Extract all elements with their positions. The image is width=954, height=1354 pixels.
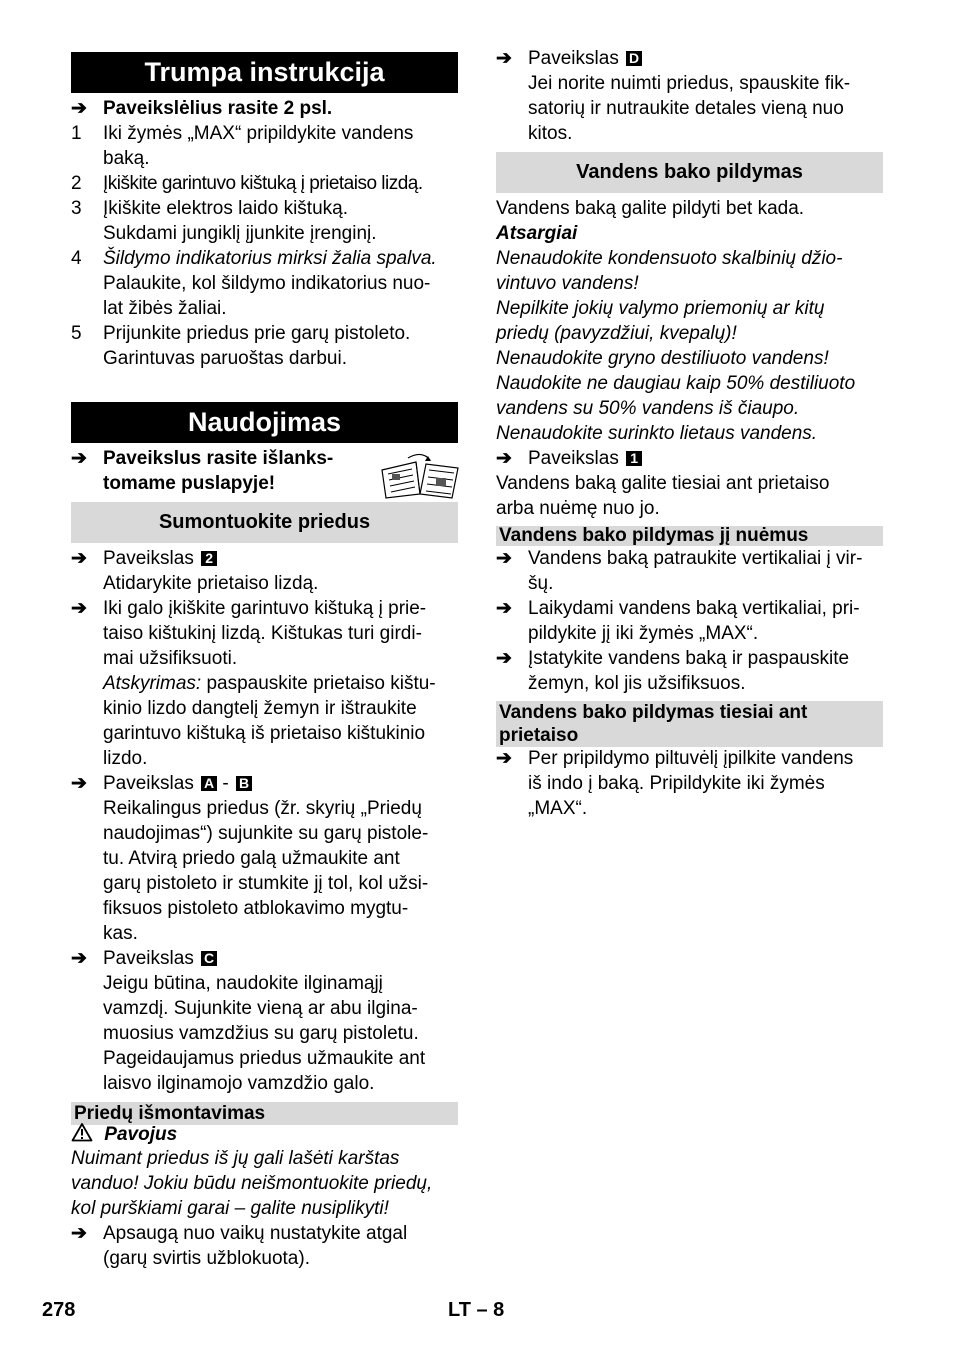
subsection-title-tiesiai [496, 701, 883, 747]
caution-label: Atsargiai [496, 223, 578, 244]
instruction-text: fiksuos pistoleto atblokavimo mygtu- [103, 898, 409, 919]
figure-badge: 2 [201, 551, 217, 566]
subsection-title-sumontuokite: Sumontuokite priedus [71, 502, 458, 543]
subsection-title-line: Vandens bako pildymas tiesiai ant [499, 702, 808, 723]
caution-text: Nepilkite jokių valymo priemonių ar kitų [496, 298, 825, 319]
figure-ref-label: Paveikslas [103, 948, 194, 969]
warning-triangle-icon [71, 1122, 93, 1142]
instruction-text: Pageidaujamus priedus užmaukite ant [103, 1048, 426, 1069]
instruction-text: Jei norite nuimti priedus, spauskite fik- [528, 73, 851, 94]
subsection-title-nuemus: Vandens bako pildymas jį nuėmus [496, 526, 883, 546]
step-text: Garintuvas paruoštas darbui. [103, 348, 347, 369]
instruction-text: Per pripildymo piltuvėlį įpilkite vandens [528, 748, 854, 769]
pavojus-label: Pavojus [104, 1124, 178, 1145]
naudojimas-ref: Paveikslus rasite išlanks- [103, 448, 334, 469]
instruction-text: Jeigu būtina, naudokite ilginamąjį [103, 973, 383, 994]
instruction-text: kitos. [528, 123, 573, 144]
instruction-text: garintuvo kištuką iš prietaiso kištukinio [103, 723, 426, 744]
figure-ref-label: Paveikslas [103, 548, 194, 569]
instruction-text: Apsaugą nuo vaikų nustatykite atgal [103, 1223, 408, 1244]
instruction-text: Laikydami vandens baką vertikaliai, pri- [528, 598, 860, 619]
page-number: 278 [42, 1299, 76, 1321]
figure-ref [103, 546, 217, 571]
arrow-icon: ➔ [496, 48, 512, 69]
instruction-text: pildykite jį iki žymės „MAX“. [528, 623, 759, 644]
step-number: 4 [71, 248, 82, 269]
arrow-icon: ➔ [71, 598, 87, 619]
section-title-trumpa: Trumpa instrukcija [71, 52, 458, 93]
step-number: 3 [71, 198, 82, 219]
figure-ref-label: Paveikslas [528, 448, 619, 469]
step-number: 1 [71, 123, 82, 144]
instruction-text: garų pistoleto ir stumkite jį tol, kol užsi- [103, 873, 429, 894]
arrow-icon: ➔ [71, 548, 87, 569]
page-label: LT – 8 [448, 1299, 505, 1321]
warning-heading [71, 1122, 177, 1147]
instruction-text: Vandens baką patraukite vertikaliai į vir- [528, 548, 863, 569]
step-number: 2 [71, 173, 82, 194]
step-text: Įkiškite garintuvo kištuką į prietaiso lizdą. [103, 173, 423, 194]
instruction-text: satorių ir nutraukite detales vieną nuo [528, 98, 844, 119]
instruction-text [103, 671, 436, 696]
warning-text: Nuimant priedus iš jų gali lašėti karštas [71, 1148, 400, 1169]
figure-badge: A [201, 776, 217, 791]
step-text: Palaukite, kol šildymo indikatorius nuo- [103, 273, 431, 294]
arrow-icon: ➔ [71, 773, 87, 794]
caution-text: priedų (pavyzdžiui, kvepalų)! [496, 323, 737, 344]
arrow-icon: ➔ [496, 448, 512, 469]
step-text: Prijunkite priedus prie garų pistoleto. [103, 323, 411, 344]
step-text: Šildymo indikatorius mirksi žalia spalva. [103, 248, 437, 269]
arrow-icon: ➔ [71, 448, 87, 469]
arrow-icon: ➔ [496, 598, 512, 619]
warning-text: kol purškiami garai – galite nusiplikyti! [71, 1198, 389, 1219]
instruction-text: šų. [528, 573, 554, 594]
instruction-text: žemyn, kol jis užsifiksuos. [528, 673, 746, 694]
atskyrimas-label: Atskyrimas: [103, 673, 202, 694]
instruction-text: Įstatykite vandens baką ir paspauskite [528, 648, 850, 669]
instruction-text: tu. Atvirą priedo galą užmaukite ant [103, 848, 400, 869]
arrow-icon: ➔ [71, 1223, 87, 1244]
caution-text: Nenaudokite gryno destiliuoto vandens! [496, 348, 829, 369]
instruction-text: Iki galo įkiškite garintuvo kištuką į prie- [103, 598, 427, 619]
figure-badge: B [236, 776, 252, 791]
arrow-icon: ➔ [496, 648, 512, 669]
caution-text: vandens su 50% vandens iš čiaupo. [496, 398, 800, 419]
figure-ref [528, 46, 642, 71]
naudojimas-ref: tomame puslapyje! [103, 473, 276, 494]
instruction-text: taiso kištukinį lizdą. Kištukas turi girdi- [103, 623, 422, 644]
instruction-text: kas. [103, 923, 138, 944]
body-text: Vandens baką galite pildyti bet kada. [496, 198, 805, 219]
instruction-text: lizdo. [103, 748, 148, 769]
figure-badge: D [626, 51, 642, 66]
body-text: Vandens baką galite tiesiai ant prietaiso [496, 473, 830, 494]
step-text: Įkiškite elektros laido kištuką. [103, 198, 348, 219]
instruction-text: Atidarykite prietaiso lizdą. [103, 573, 319, 594]
arrow-icon: ➔ [71, 948, 87, 969]
subsection-title-pildymas: Vandens bako pildymas [496, 152, 883, 193]
instruction-text: muosius vamzdžius su garų pistoletu. [103, 1023, 419, 1044]
figure-ref [528, 446, 642, 471]
arrow-icon: ➔ [496, 548, 512, 569]
figure-range-dash: - [217, 773, 234, 794]
arrow-icon: ➔ [71, 98, 87, 119]
figure-ref-label: Paveikslas [103, 773, 194, 794]
step-number: 5 [71, 323, 82, 344]
instruction-text: (garų svirtis užblokuota). [103, 1248, 310, 1269]
foldout-book-icon [378, 450, 460, 500]
trumpa-ref: Paveikslėlius rasite 2 psl. [103, 98, 333, 119]
instruction-text: naudojimas“) sujunkite su garų pistole- [103, 823, 429, 844]
figure-ref [103, 946, 217, 971]
instruction-text: mai užsifiksuoti. [103, 648, 238, 669]
step-text: lat žibės žaliai. [103, 298, 227, 319]
caution-text: vintuvo vandens! [496, 273, 639, 294]
step-text: baką. [103, 148, 150, 169]
step-text: Sukdami jungiklį įjunkite įrenginį. [103, 223, 377, 244]
body-text: arba nuėmę nuo jo. [496, 498, 660, 519]
instruction-text: „MAX“. [528, 798, 588, 819]
caution-text: Nenaudokite kondensuoto skalbinių džio- [496, 248, 843, 269]
caution-text: Nenaudokite surinkto lietaus vandens. [496, 423, 818, 444]
figure-ref-label: Paveikslas [528, 48, 619, 69]
atskyrimas-text: paspauskite prietaiso kištu- [201, 673, 436, 694]
caution-text: Naudokite ne daugiau kaip 50% destiliuoto [496, 373, 856, 394]
step-text: Iki žymės „MAX“ pripildykite vandens [103, 123, 414, 144]
subsection-title-ismontavimas: Priedų išmontavimas [71, 1102, 458, 1125]
arrow-icon: ➔ [496, 748, 512, 769]
figure-badge: 1 [626, 451, 642, 466]
figure-ref [103, 771, 252, 796]
subsection-title-line: prietaiso [499, 725, 579, 746]
warning-text: vanduo! Jokiu būdu neišmontuokite priedų, [71, 1173, 433, 1194]
instruction-text: laisvo ilginamojo vamzdžio galo. [103, 1073, 375, 1094]
figure-badge: C [201, 951, 217, 966]
instruction-text: Reikalingus priedus (žr. skyrių „Priedų [103, 798, 422, 819]
section-title-naudojimas: Naudojimas [71, 402, 458, 443]
instruction-text: vamzdį. Sujunkite vieną ar abu ilgina- [103, 998, 418, 1019]
instruction-text: kinio lizdo dangtelį žemyn ir ištraukite [103, 698, 417, 719]
instruction-text: iš indo į baką. Pripildykite iki žymės [528, 773, 825, 794]
